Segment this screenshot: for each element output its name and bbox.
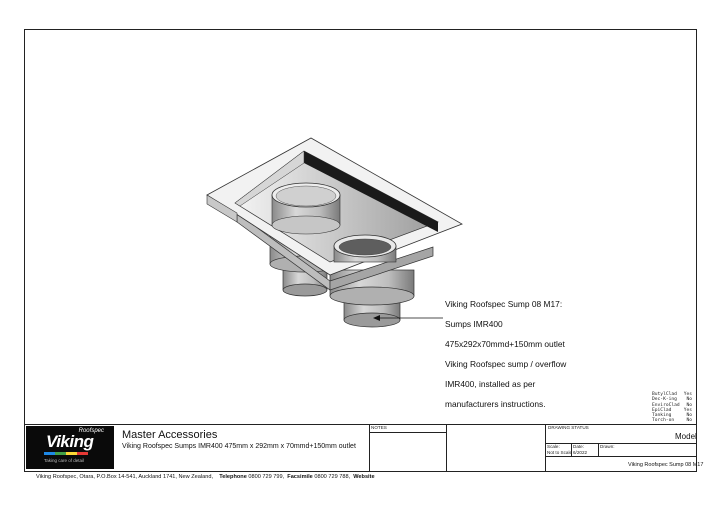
spec-row: Dec-K-ing No: [652, 397, 692, 403]
divider: [369, 432, 446, 433]
annotation-note: [445, 289, 566, 419]
facsimile-label: Facsimile: [287, 474, 313, 480]
annotation-line: Viking Roofspec sump / overflow: [445, 359, 567, 369]
upper-pipe-right: [334, 235, 396, 262]
spec-row: ButylClad Yes: [652, 392, 692, 397]
divider: [545, 443, 697, 444]
footer-contact: [36, 474, 375, 480]
annotation-line: manufacturers instructions.: [445, 399, 546, 409]
annotation-line: Sumps IMR400: [445, 319, 503, 329]
website-label: Website: [353, 474, 375, 480]
drawing-subtitle: Viking Roofspec Sumps IMR400 475mm x 292mm x 70mmd+150mm outlet: [122, 443, 356, 450]
divider: [598, 443, 599, 456]
divider: [545, 424, 546, 472]
divider: [446, 424, 447, 472]
divider: [545, 456, 697, 457]
spec-row: Tanking No: [652, 413, 692, 419]
footer-address: Viking Roofspec, Otara, P.O.Box 14-541, Auckland 1741, New Zealand,: [36, 474, 214, 480]
spec-row: Torch-on No: [652, 418, 692, 424]
drawing-title: Master Accessories: [122, 429, 218, 441]
drawn-label: Drawn:: [600, 444, 615, 449]
sheet-reference: Viking Roofspec Sump 08 M17: [628, 462, 704, 468]
viking-logo: [26, 426, 114, 469]
annotation-line: Viking Roofspec Sump 08 M17:: [445, 299, 563, 309]
logo-color-bar: [44, 452, 88, 455]
scale-label: Scale:: [547, 444, 560, 449]
logo-tagline: Taking care of detail: [44, 458, 85, 463]
model-label: Model: [675, 432, 697, 441]
spec-row: EpiClad Yes: [652, 407, 692, 413]
date-label: Date:: [573, 444, 584, 449]
drawing-status-label: DRAWING STATUS: [548, 425, 589, 430]
date-value: 6/2022: [573, 450, 588, 455]
annotation-line: IMR400, installed as per: [445, 379, 536, 389]
facsimile-number: 0800 729 788,: [314, 474, 351, 480]
notes-label: NOTES: [371, 425, 387, 430]
scale-value: Not to Scale: [547, 450, 573, 455]
membrane-spec-table: [652, 392, 692, 424]
annotation-line: 475x292x70mmd+150mm outlet: [445, 339, 565, 349]
telephone-number: 0800 729 799,: [248, 474, 285, 480]
upper-pipe-left: [272, 183, 340, 234]
logo-brand-text: Viking: [46, 432, 94, 451]
telephone-label: Telephone: [219, 474, 247, 480]
logo-roofspec-text: Roofspec: [78, 428, 104, 434]
spec-row: EnviroClad No: [652, 402, 692, 408]
